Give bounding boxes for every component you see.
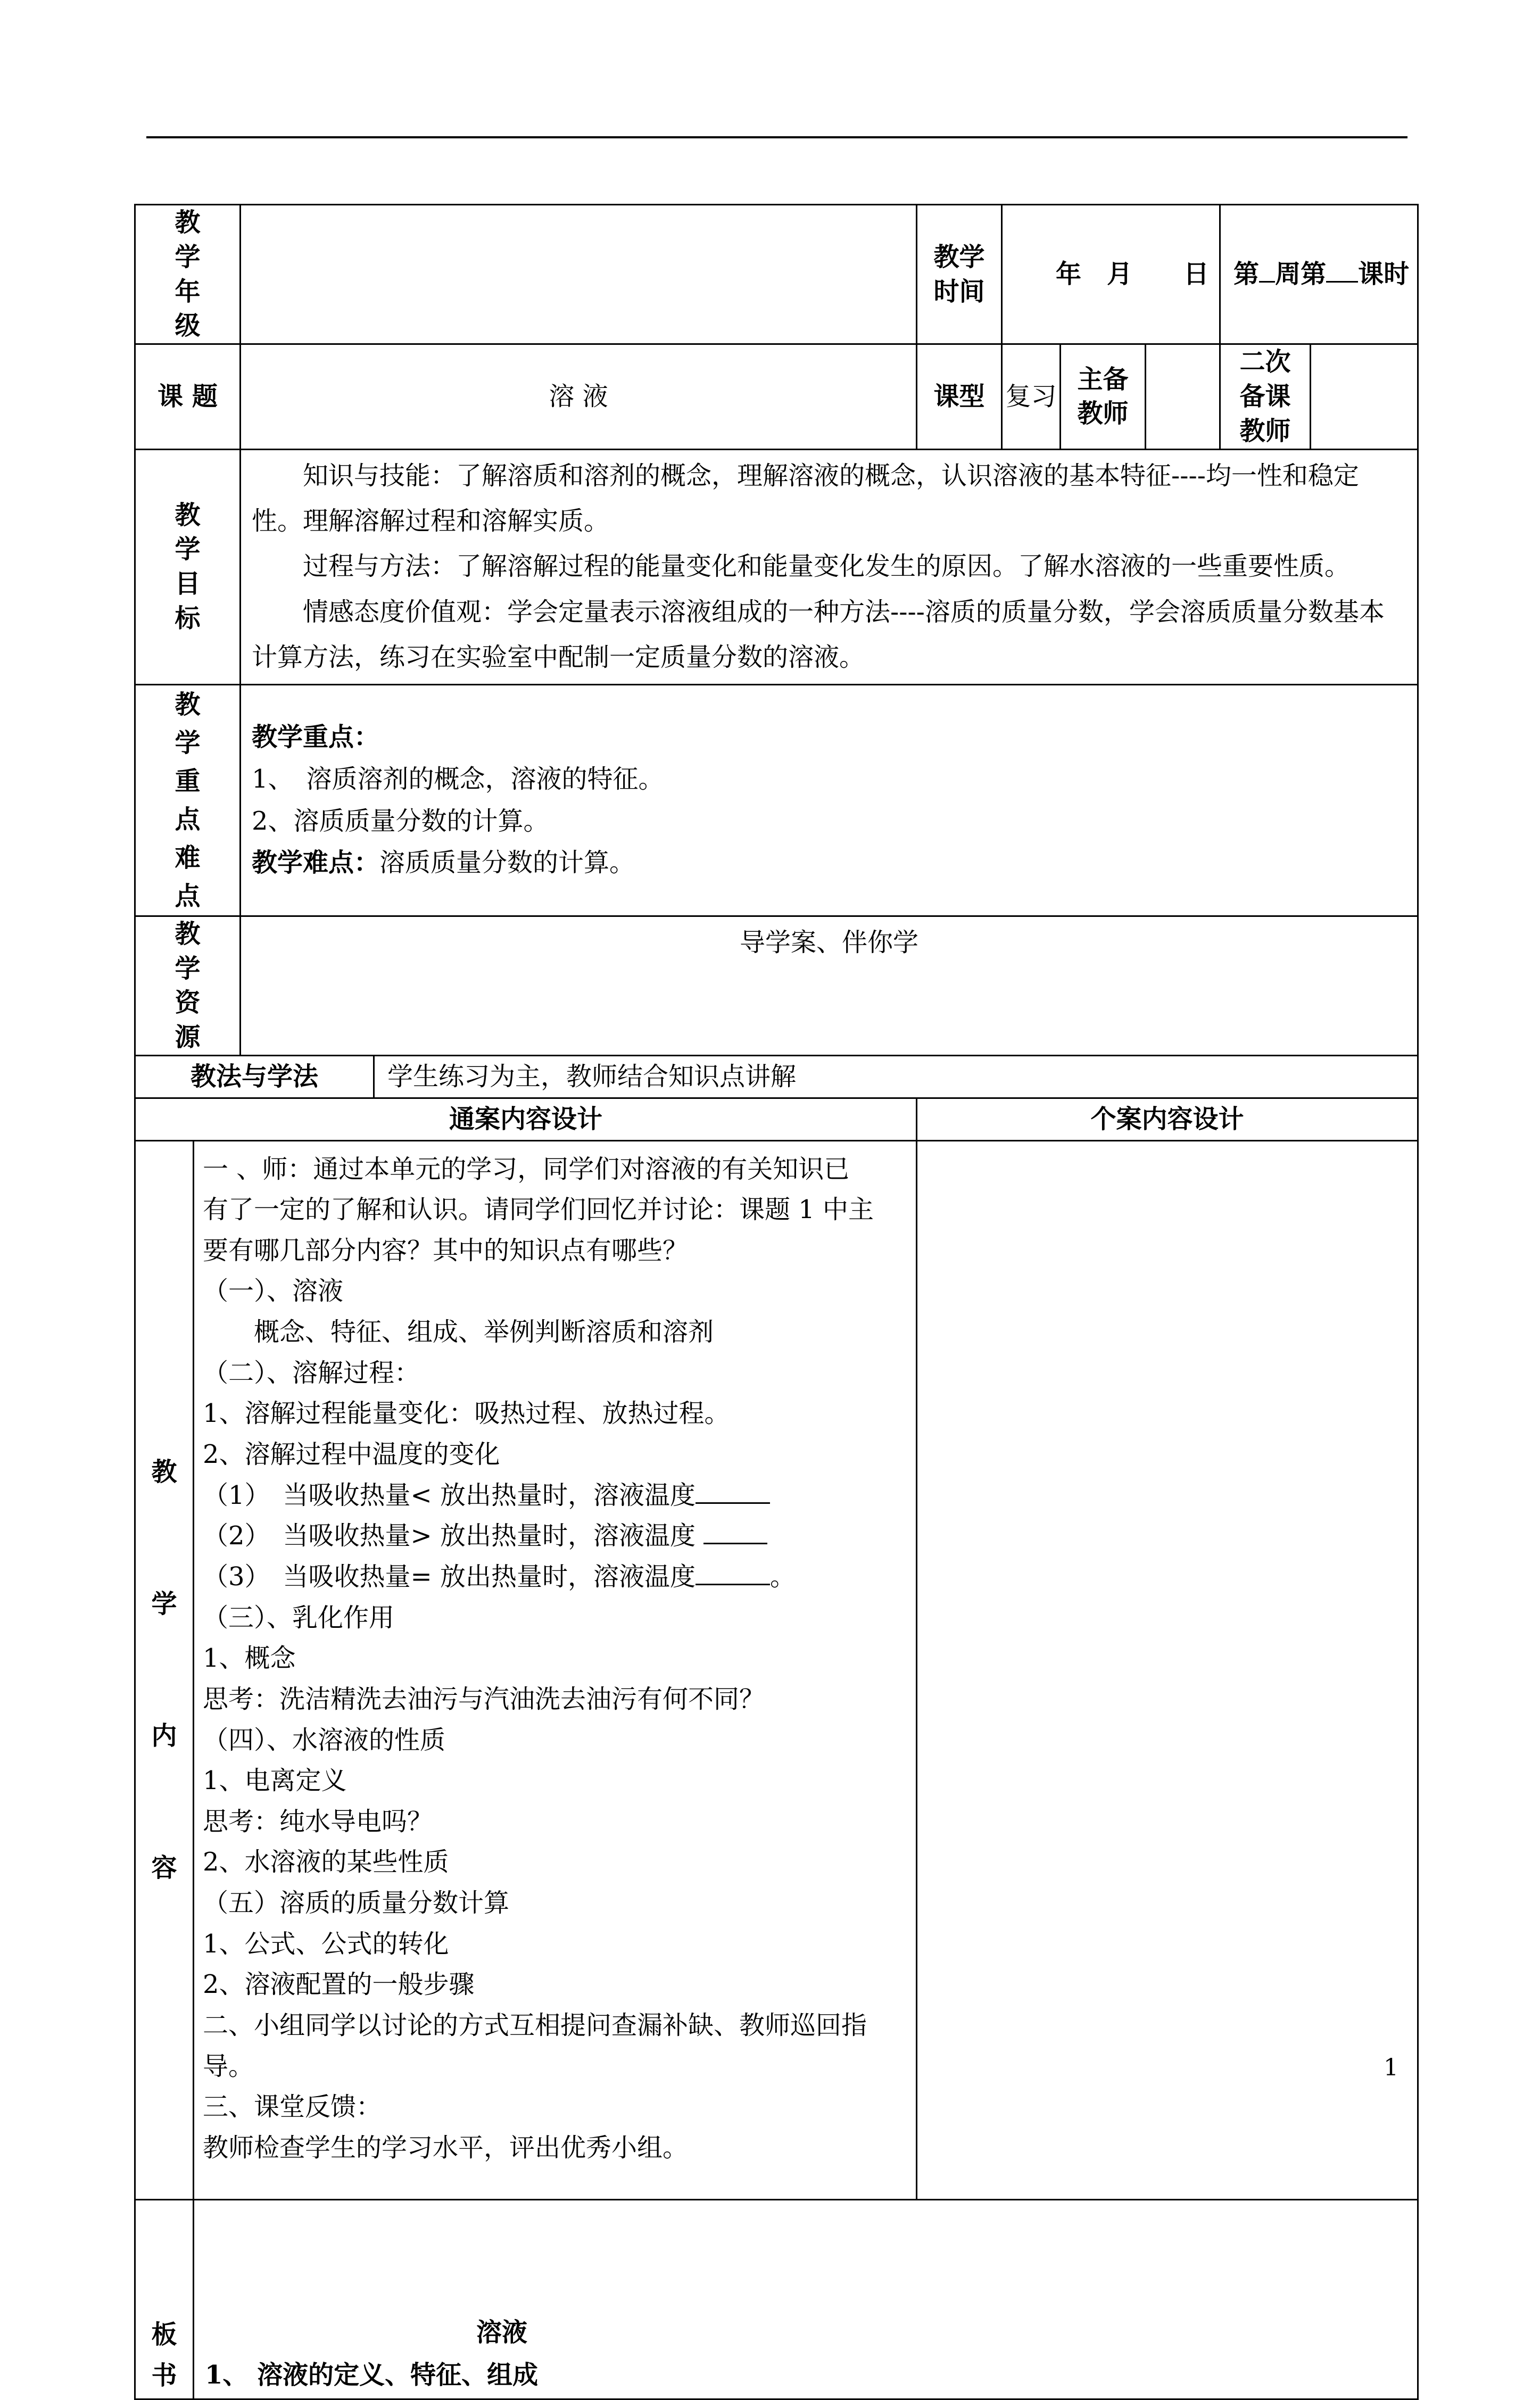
key-title: 教学重点： [252,722,380,752]
time-label: 教学时间 [917,205,1002,344]
row-design-headers [135,1098,1418,1140]
content-line: 2、溶液配置的一般步骤 [203,1969,475,2000]
objectives-label: 教学目标 [135,449,241,684]
difficulty-line [252,842,1406,884]
row-keypoints [135,684,1418,916]
header-rule [146,136,1407,138]
key-item-1: 1、 溶质溶剂的概念，溶液的特征。 [252,764,664,795]
content-label-char: 教 [151,1457,177,1487]
content-line: 有了一定的了解和认识。请同学们回忆并讨论：课题 1 中主 [203,1195,874,1225]
main-teacher-value [1146,344,1220,449]
board-content [194,2199,1418,2399]
content-label-char: 容 [151,1853,177,1883]
difficulty-text: 溶质质量分数的计算。 [379,848,635,878]
week-text-2: 周第 [1275,259,1327,289]
content-line: 导。 [203,2051,254,2081]
keypoints-label: 教 学 重 点 难 点 [135,684,241,916]
content-line-period: 。 [770,1561,796,1592]
content-line-blank [203,1557,907,1598]
second-teacher-value [1311,344,1418,449]
row-board [135,2199,1418,2399]
topic-value: 溶 液 [241,344,917,449]
content-line: 教师检查学生的学习水平，评出优秀小组。 [203,2132,689,2163]
grade-label: 教学年级 [135,205,241,344]
type-value: 复习 [1002,344,1061,449]
content-line: 1、电离定义 [203,1766,347,1796]
resources-value: 导学案、伴你学 [241,916,1418,1055]
common-design-header: 通案内容设计 [135,1098,917,1140]
content-line: 要有哪几部分内容？其中的知识点有哪些？ [203,1235,689,1265]
content-line: 概念、特征、组成、举例判断溶质和溶剂 [254,1317,714,1347]
individual-design-header: 个案内容设计 [917,1098,1418,1140]
row-resources [135,916,1418,1055]
difficulty-title: 教学难点： [252,848,380,878]
content-line: （四）、水溶液的性质 [203,1725,446,1755]
week-field [1220,205,1418,344]
row-topic [135,344,1418,449]
content-line-text: （2） 当吸收热量> 放出热量时，溶液温度 [203,1521,696,1551]
content-label-char: 学 [151,1589,177,1619]
content-line: （二）、溶解过程： [203,1358,420,1388]
board-line-1: 1、 溶液的定义、特征、组成 [205,2360,539,2390]
content-line-text: （1） 当吸收热量< 放出热量时，溶液温度 [203,1480,696,1510]
key-item-2: 2、溶质质量分数的计算。 [252,806,549,836]
content-line: 一 、师：通过本单元的学习，同学们对溶液的有关知识已 [203,1154,850,1184]
main-teacher-label: 主备教师 [1061,344,1146,449]
row-content [135,1140,1418,2199]
week-text-1: 第 [1233,259,1260,289]
common-design-content [194,1140,917,2199]
content-line-blank [203,1516,907,1557]
content-line: 1、公式、公式的转化 [203,1929,449,1959]
content-line: （一）、溶液 [203,1276,344,1306]
type-label: 课型 [917,344,1002,449]
content-line: 三、课堂反馈： [203,2092,382,2122]
objective-attitude: 情感态度价值观：学会定量表示溶液组成的一种方法----溶质的质量分数，学会溶质质量分数基本计算方法，练习在实验室中配制一定质量分数的溶液。 [252,597,1385,673]
method-label: 教法与学法 [135,1055,374,1098]
answer-blank [696,1560,770,1585]
objectives-content [241,449,1418,684]
content-line-blank [203,1475,907,1516]
board-label-char: 书 [151,2360,177,2390]
date-field [1002,205,1220,344]
content-line: （三）、乳化作用 [203,1602,395,1633]
lesson-plan-table [134,204,1419,2400]
content-line: （五）溶质的质量分数计算 [203,1888,510,1918]
row-method [135,1055,1418,1098]
topic-label: 课 题 [135,344,241,449]
date-text: 年 月 日 [1056,259,1210,289]
answer-blank [696,1479,770,1504]
objective-knowledge: 知识与技能：了解溶质和溶剂的概念，理解溶液的概念，认识溶液的基本特征----均一性和稳定性。理解溶解过程和溶解实质。 [252,460,1359,536]
row-header [135,205,1418,344]
keypoints-content [241,684,1418,916]
row-objectives [135,449,1418,684]
method-value: 学生练习为主，教师结合知识点讲解 [374,1055,1418,1098]
objective-process: 过程与方法：了解溶解过程的能量变化和能量变化发生的原因。了解水溶液的一些重要性质。 [303,551,1351,582]
individual-design-content [917,1140,1418,2199]
week-text-3: 课时 [1358,259,1410,289]
content-line: 二、小组同学以讨论的方式互相提问查漏补缺、教师巡回指 [203,2010,867,2040]
board-title: 溶液 [476,2317,528,2347]
board-label [135,2199,194,2399]
page-number: 1 [1384,2054,1398,2081]
second-teacher-label: 二次备课教师 [1220,344,1311,449]
content-label [135,1140,194,2199]
resources-label: 教学资源 [135,916,241,1055]
content-line: 1、溶解过程能量变化：吸热过程、放热过程。 [203,1398,730,1429]
board-label-char: 板 [151,2319,177,2349]
content-line: 2、水溶液的某些性质 [203,1847,449,1877]
content-line-text: （3） 当吸收热量= 放出热量时，溶液温度 [203,1561,696,1592]
content-line: 1、概念 [203,1643,296,1674]
content-label-char: 内 [151,1721,177,1751]
content-line: 2、溶解过程中温度的变化 [203,1439,500,1470]
content-line: 思考：洗洁精洗去油污与汽油洗去油污有何不同？ [203,1684,765,1714]
content-line: 思考：纯水导电吗？ [203,1806,433,1836]
grade-value [241,205,917,344]
answer-blank [703,1519,767,1544]
